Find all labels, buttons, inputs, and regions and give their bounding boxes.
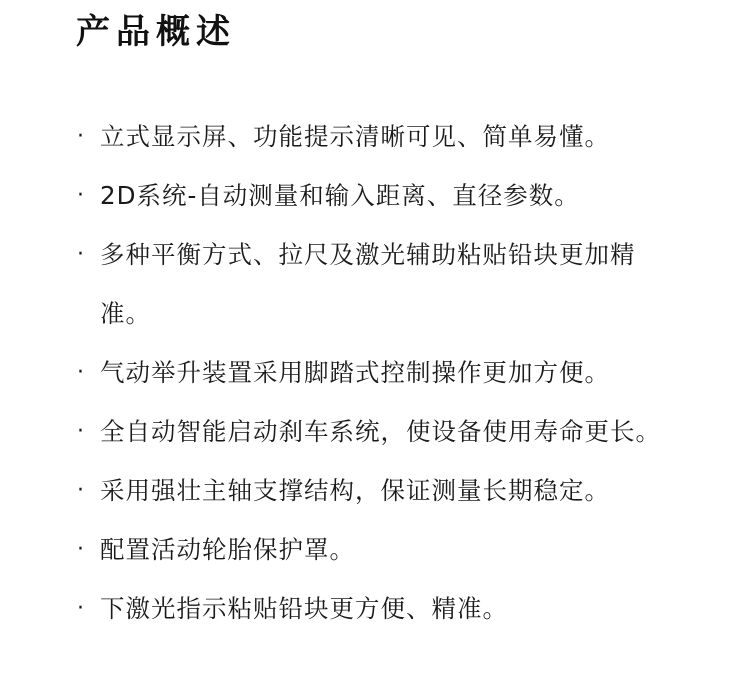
bullet-icon: · [77, 478, 85, 503]
feature-item [0, 107, 680, 166]
feature-text: 2D系统-自动测量和输入距离、直径参数。 [100, 181, 580, 210]
feature-item [0, 343, 680, 402]
feature-item [0, 461, 680, 520]
feature-text: 下激光指示粘贴铅块更方便、精准。 [100, 594, 508, 623]
feature-item [0, 579, 680, 638]
feature-text: 多种平衡方式、拉尺及激光辅助粘贴铅块更加精准。 [100, 240, 636, 328]
bullet-icon: · [77, 242, 85, 267]
feature-item [0, 166, 680, 225]
feature-text: 气动举升装置采用脚踏式控制操作更加方便。 [100, 358, 610, 387]
bullet-icon: · [77, 537, 85, 562]
bullet-icon: · [77, 183, 85, 208]
feature-item [0, 225, 680, 343]
feature-list [0, 107, 750, 638]
feature-item [0, 520, 680, 579]
section-title: 产品概述 [76, 12, 236, 52]
bullet-icon: · [77, 360, 85, 385]
feature-text: 全自动智能启动刹车系统，使设备使用寿命更长。 [100, 417, 661, 446]
feature-item [0, 402, 680, 461]
feature-text: 立式显示屏、功能提示清晰可见、简单易懂。 [100, 122, 610, 151]
bullet-icon: · [77, 419, 85, 444]
bullet-icon: · [77, 596, 85, 621]
feature-text: 配置活动轮胎保护罩。 [100, 535, 355, 564]
feature-text: 采用强壮主轴支撑结构，保证测量长期稳定。 [100, 476, 610, 505]
bullet-icon: · [77, 124, 85, 149]
